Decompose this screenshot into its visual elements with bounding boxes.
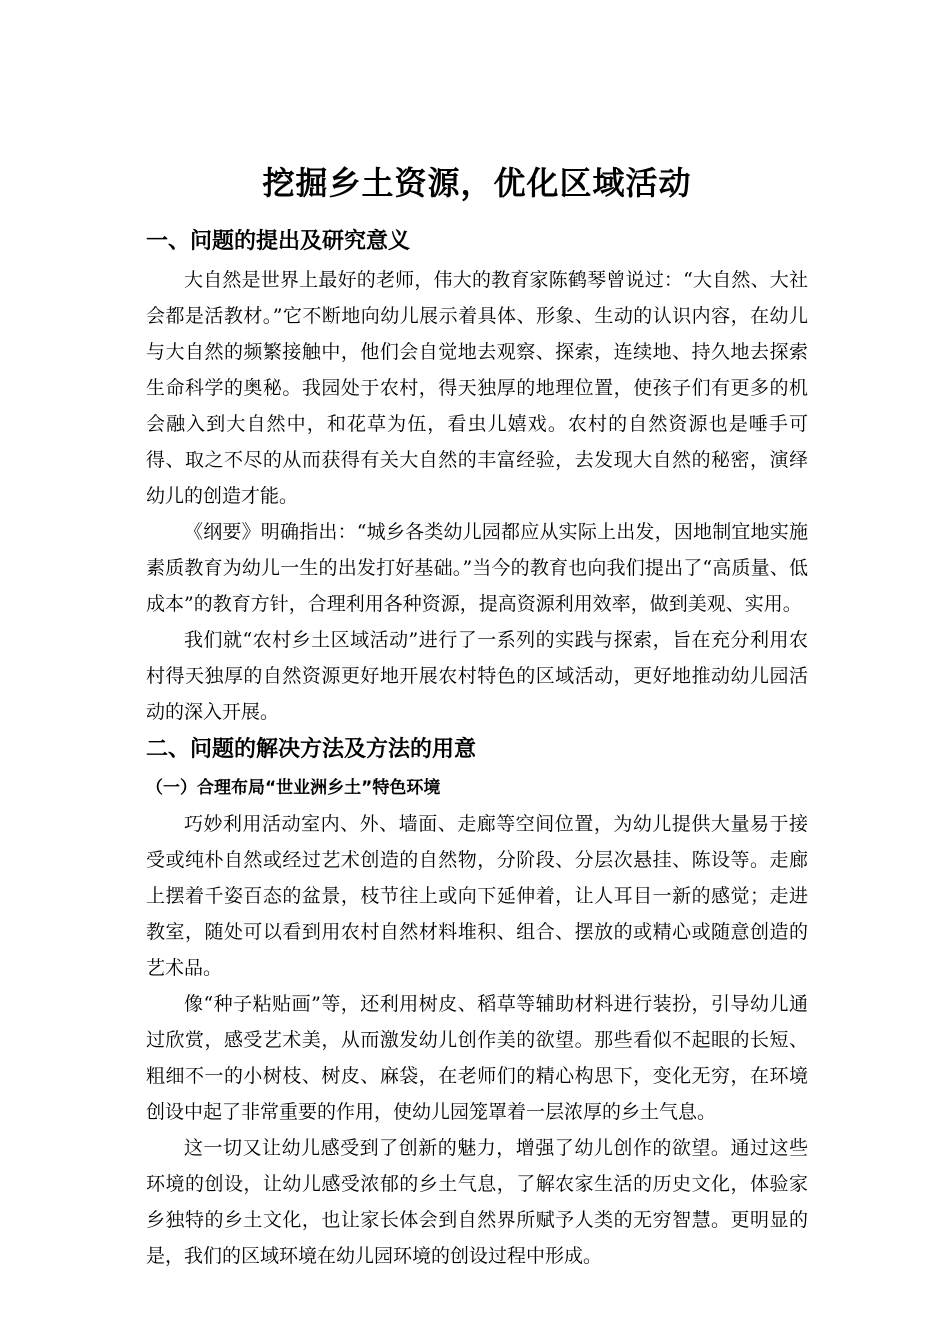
document-body [146, 158, 808, 1274]
section-1-paragraph-2: 《纲要》明确指出：“城乡各类幼儿园都应从实际上出发，因地制宜地实施素质教育为幼儿一生的出发打好基础。”当今的教育也向我们提出了“高质量、低成本”的教育方针，合理利用各种资源，提高资源利用效率，做到美观、实用。 [146, 521, 808, 615]
section-1-paragraph-1: 大自然是世界上最好的老师，伟大的教育家陈鹤琴曾说过：“大自然、大社会都是活教材。”它不断地向幼儿展示着具体、形象、生动的认识内容，在幼儿与大自然的频繁接触中，他们会自觉地去观察、探索，连续地、持久地去探索生命科学的奥秘。我园处于农村，得天独厚的地理位置，使孩子们有更多的机会融入到大自然中，和花草为伍，看虫儿嬉戏。农村的自然资源也是唾手可得、取之不尽的从而获得有关大自然的丰富经验，去发现大自然的秘密，演绎幼儿的创造才能。 [146, 269, 808, 507]
section-2-heading: 二、问题的解决方法及方法的用意 [146, 737, 477, 762]
section-1-paragraph-3: 我们就“农村乡土区域活动”进行了一系列的实践与探索，旨在充分利用农村得天独厚的自然资源更好地开展农村特色的区域活动，更好地推动幼儿园活动的深入开展。 [146, 629, 808, 723]
section-2-paragraph-3: 这一切又让幼儿感受到了创新的魅力，增强了幼儿创作的欲望。通过这些环境的创设，让幼儿感受浓郁的乡土气息，了解农家生活的历史文化，体验家乡独特的乡土文化，也让家长体会到自然界所赋予人类的无穷智慧。更明显的是，我们的区域环境在幼儿园环境的创设过程中形成。 [146, 1137, 808, 1267]
section-2-subheading: （一）合理布局“世业洲乡土”特色环境 [146, 778, 441, 798]
section-1-heading: 一、问题的提出及研究意义 [146, 229, 411, 254]
section-2-paragraph-2: 像“种子粘贴画”等，还利用树皮、稻草等辅助材料进行装扮，引导幼儿通过欣赏，感受艺术美，从而激发幼儿创作美的欲望。那些看似不起眼的长短、粗细不一的小树枝、树皮、麻袋，在老师们的精心构思下，变化无穷，在环境创设中起了非常重要的作用，使幼儿园笼罩着一层浓厚的乡土气息。 [146, 993, 808, 1123]
document-title: 挖掘乡土资源，优化区域活动 [262, 164, 692, 202]
section-2-paragraph-1: 巧妙利用活动室内、外、墙面、走廊等空间位置，为幼儿提供大量易于接受或纯朴自然或经过艺术创造的自然物，分阶段、分层次悬挂、陈设等。走廊上摆着千姿百态的盆景，枝节往上或向下延伸着，让人耳目一新的感觉；走进教室，随处可以看到用农村自然材料堆积、组合、摆放的或精心或随意创造的艺术品。 [146, 813, 808, 979]
